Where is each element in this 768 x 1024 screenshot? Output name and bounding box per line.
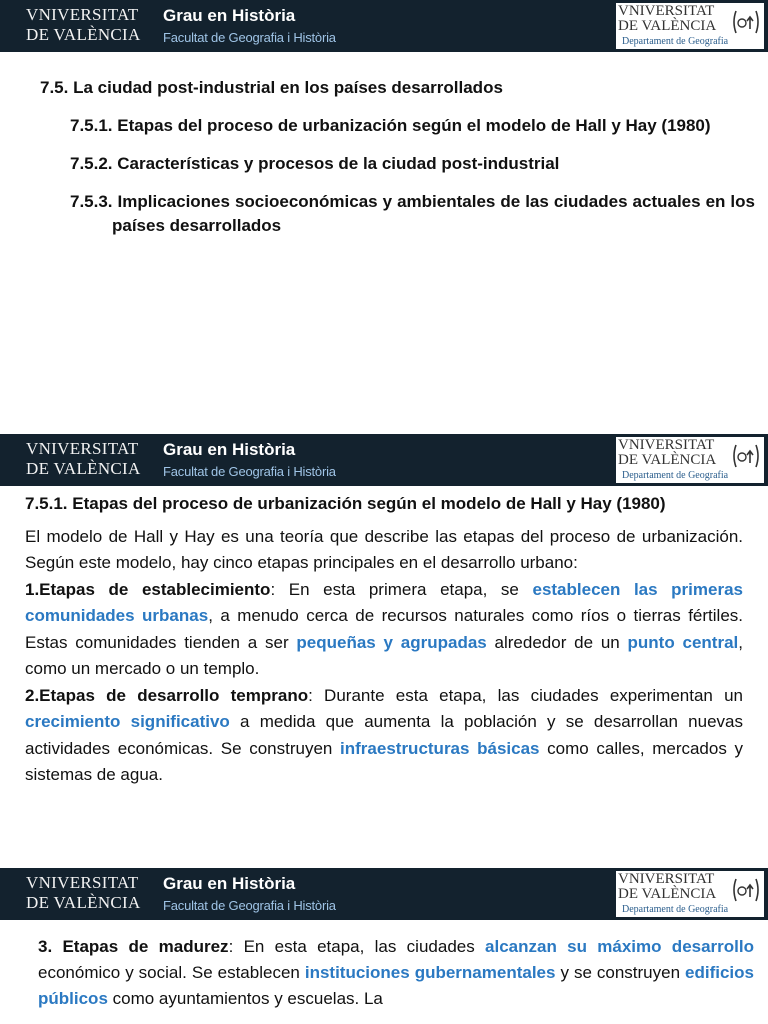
university-logo-line2: DE VALÈNCIA bbox=[26, 459, 141, 478]
department-logo bbox=[616, 871, 764, 917]
toc-item: 7.5.3. Implicaciones socioeconómicas y ambientales de las ciudades actuales en los países desarrollados bbox=[70, 192, 755, 235]
header-banner bbox=[0, 434, 768, 486]
table-of-contents bbox=[40, 76, 755, 252]
department-logo-line1: VNIVERSITAT bbox=[618, 3, 715, 19]
university-logo-line2: DE VALÈNCIA bbox=[26, 893, 141, 912]
toc-item: 7.5.1. Etapas del proceso de urbanización según el modelo de Hall y Hay (1980) bbox=[70, 116, 711, 135]
course-block bbox=[163, 6, 336, 45]
course-block bbox=[163, 874, 336, 913]
department-name: Departament de Geografia bbox=[622, 36, 729, 47]
course-title: Grau en Història bbox=[163, 6, 296, 25]
highlight-text: establecen las primeras comunidades urbanas bbox=[25, 579, 743, 625]
department-logo-line2: DE VALÈNCIA bbox=[618, 886, 717, 902]
course-title: Grau en Història bbox=[163, 440, 296, 459]
department-emblem-icon bbox=[732, 443, 760, 469]
slide-content bbox=[0, 486, 768, 789]
highlight-text: crecimiento significativo bbox=[25, 712, 230, 731]
university-logo-line1: VNIVERSITAT bbox=[26, 439, 139, 458]
university-logo-line1: VNIVERSITAT bbox=[26, 873, 139, 892]
department-logo bbox=[616, 437, 764, 483]
department-logo bbox=[616, 3, 764, 49]
course-subtitle: Facultat de Geografia i Història bbox=[163, 464, 336, 479]
toc-item: 7.5.2. Características y procesos de la ciudad post-industrial bbox=[70, 154, 560, 173]
highlight-text: edificios públicos bbox=[38, 963, 754, 1008]
university-logo-line1: VNIVERSITAT bbox=[26, 5, 139, 24]
department-logo-line1: VNIVERSITAT bbox=[618, 437, 715, 453]
highlight-text: infraestructuras básicas bbox=[340, 738, 540, 758]
stage-1-label: 1.Etapas de establecimiento bbox=[25, 579, 271, 599]
department-emblem-icon bbox=[732, 877, 760, 903]
stage-3-label: 3. Etapas de madurez bbox=[38, 937, 229, 956]
slide-content bbox=[0, 920, 768, 1012]
stage-2-paragraph: 2.Etapas de desarrollo temprano: Durante esta etapa, las ciudades experimentan un crecimiento significativo a medida que aumenta la población y se desarrollan nuevas actividades económicas. Se construyen infraestructuras básicas como calles, mercados y sistemas de agua. bbox=[25, 685, 743, 784]
department-name: Departament de Geografia bbox=[622, 470, 729, 481]
slide-1 bbox=[0, 0, 768, 434]
department-logo-line1: VNIVERSITAT bbox=[618, 871, 715, 887]
university-logo bbox=[26, 440, 141, 477]
stage-3-paragraph: 3. Etapas de madurez: En esta etapa, las ciudades alcanzan su máximo desarrollo económico y social. Se establecen instituciones gubernamentales y se construyen edificios públicos como ayuntamientos y escuelas. La bbox=[38, 937, 755, 1008]
department-name: Departament de Geografia bbox=[622, 904, 729, 915]
section-heading: 7.5.1. Etapas del proceso de urbanización según el modelo de Hall y Hay (1980) bbox=[25, 494, 666, 513]
intro-paragraph: El modelo de Hall y Hay es una teoría que describe las etapas del proceso de urbanización. Según este modelo, hay cinco etapas principales en el desarrollo urbano: bbox=[25, 526, 743, 572]
course-subtitle: Facultat de Geografia i Història bbox=[163, 898, 336, 913]
course-title: Grau en Història bbox=[163, 874, 296, 893]
university-logo bbox=[26, 874, 141, 911]
highlight-text: pequeñas y agrupadas bbox=[296, 632, 487, 652]
section-title: 7.5. La ciudad post-industrial en los países desarrollados bbox=[40, 78, 503, 97]
highlight-text: alcanzan su máximo desarrollo bbox=[485, 937, 755, 956]
header-banner bbox=[0, 0, 768, 52]
highlight-text: punto central bbox=[627, 632, 739, 652]
course-block bbox=[163, 440, 336, 479]
stage-2-label: 2.Etapas de desarrollo temprano bbox=[25, 685, 309, 705]
stage-1-paragraph: 1.Etapas de establecimiento: En esta primera etapa, se establecen las primeras comunidades urbanas, a menudo cerca de recursos naturales como ríos o tierras fértiles. Estas comunidades tienden a ser pequeñas y agrupadas alrededor de un punto central, como un mercado o un templo. bbox=[25, 579, 743, 678]
slide-3 bbox=[0, 868, 768, 1024]
department-emblem-icon bbox=[732, 9, 760, 35]
highlight-text: instituciones gubernamentales bbox=[304, 963, 556, 982]
course-subtitle: Facultat de Geografia i Història bbox=[163, 30, 336, 45]
university-logo-line2: DE VALÈNCIA bbox=[26, 25, 141, 44]
department-logo-line2: DE VALÈNCIA bbox=[618, 452, 717, 468]
header-banner bbox=[0, 868, 768, 920]
slide-2 bbox=[0, 434, 768, 868]
department-logo-line2: DE VALÈNCIA bbox=[618, 18, 717, 34]
university-logo bbox=[26, 6, 141, 43]
